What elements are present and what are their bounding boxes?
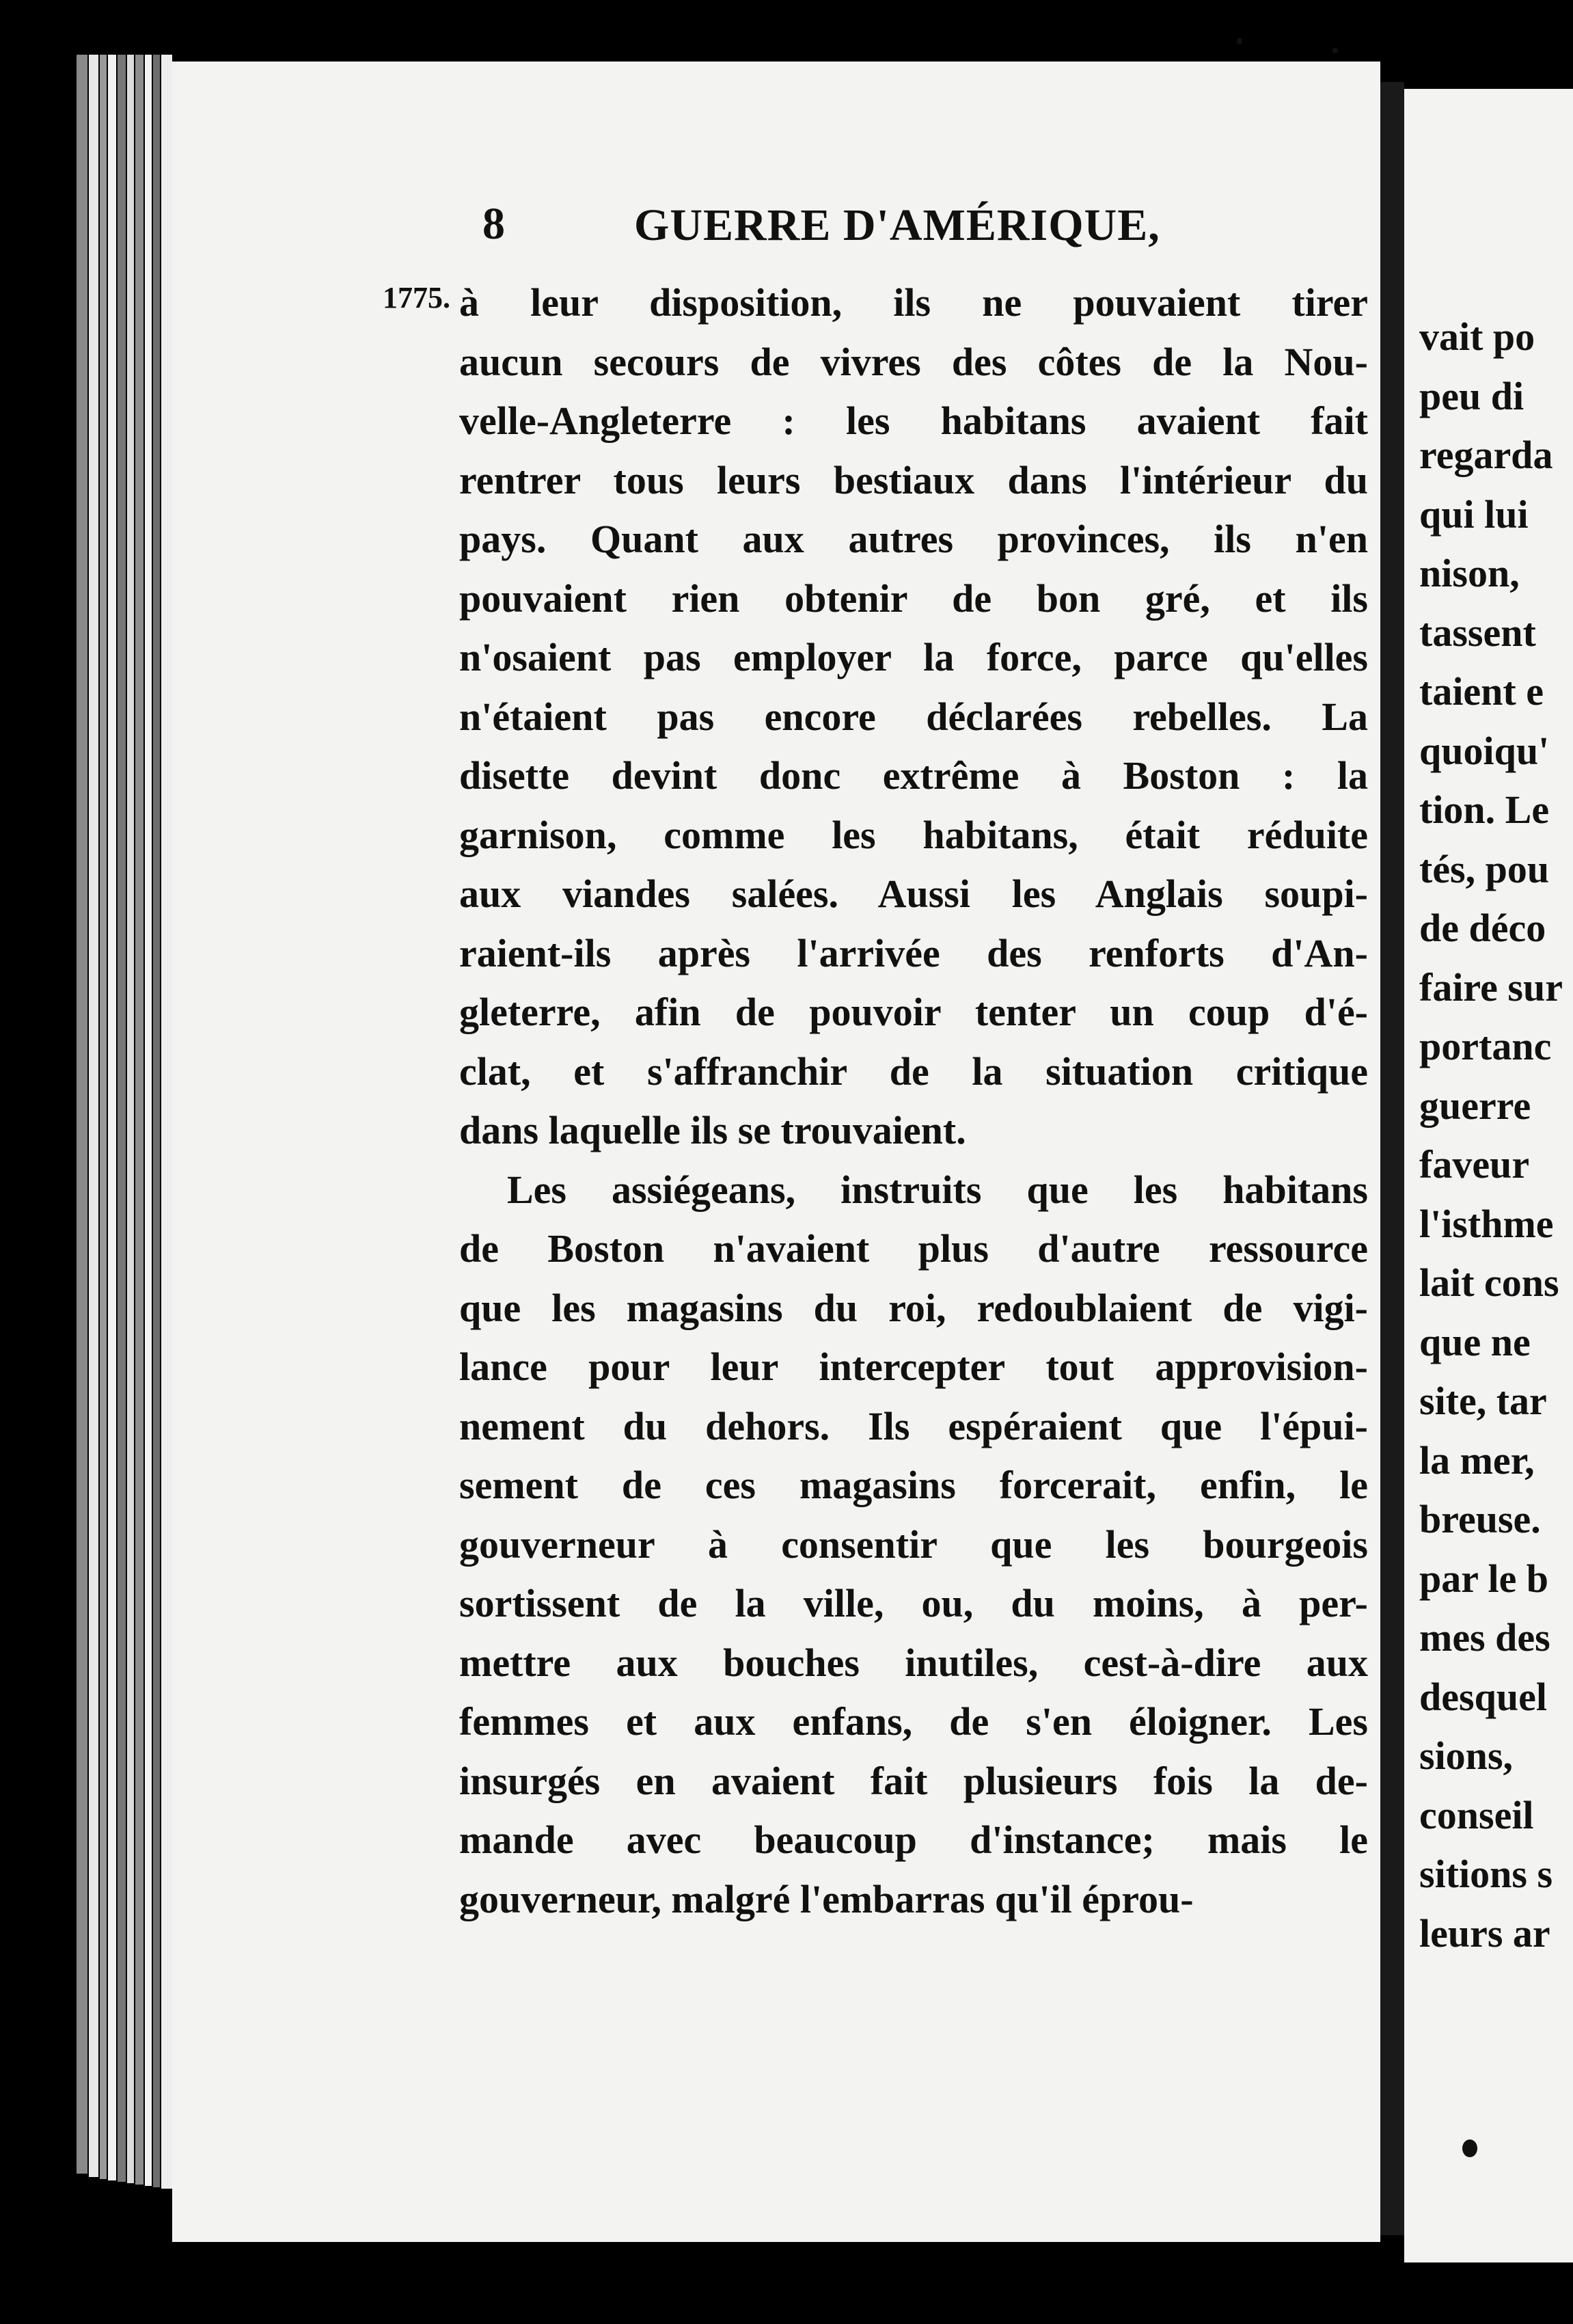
facing-text-line: que ne	[1419, 1319, 1531, 1364]
text-line: n'étaient pas encore déclarées rebelles. La	[459, 694, 1368, 739]
facing-page-text	[1419, 308, 1563, 1963]
facing-text-line: portanc	[1419, 1024, 1552, 1068]
text-line: mande avec beaucoup d'instance; mais le	[459, 1818, 1368, 1862]
page-edge	[161, 55, 172, 2189]
text-line: garnison, comme les habitans, était réduite	[459, 812, 1368, 857]
body-text	[459, 273, 1368, 1929]
margin-year: 1775.	[383, 281, 450, 314]
facing-text-line: regarda	[1419, 433, 1553, 477]
text-line: lance pour leur intercepter tout approvision-	[459, 1345, 1368, 1389]
facing-page	[1404, 89, 1573, 2262]
text-line: de Boston n'avaient plus d'autre ressource	[459, 1226, 1368, 1271]
text-line: gouverneur, malgré l'embarras qu'il éprou-	[459, 1876, 1194, 1921]
facing-text-line: sitions s	[1419, 1852, 1553, 1896]
ink-speck	[1332, 48, 1338, 53]
book-gutter	[1380, 82, 1404, 2235]
facing-text-line: tassent	[1419, 610, 1536, 655]
facing-text-line: faire sur	[1419, 964, 1563, 1010]
facing-text-line: de déco	[1419, 906, 1546, 950]
facing-text-line: la mer,	[1419, 1437, 1535, 1483]
facing-text-line: vait po	[1419, 314, 1535, 359]
text-line: à leur disposition, ils ne pouvaient tirer	[459, 280, 1368, 325]
ink-speck	[1237, 38, 1242, 44]
running-title: GUERRE D'AMÉRIQUE,	[634, 200, 1160, 250]
text-line: insurgés en avaient fait plusieurs fois la de-	[459, 1758, 1368, 1803]
text-line: raient-ils après l'arrivée des renforts d'An-	[459, 930, 1368, 975]
facing-text-line: tés, pou	[1419, 846, 1550, 891]
facing-text-line: faveur	[1419, 1142, 1530, 1187]
page-edge	[108, 55, 116, 2180]
text-line: pays. Quant aux autres provinces, ils n'en	[459, 517, 1368, 561]
facing-text-line: mes des	[1419, 1615, 1550, 1660]
text-line: Les assiégeans, instruits que les habitans	[507, 1167, 1368, 1212]
text-line: femmes et aux enfans, de s'en éloigner. Les	[459, 1699, 1368, 1744]
text-line: mettre aux bouches inutiles, cest-à-dire aux	[459, 1640, 1368, 1685]
text-line: n'osaient pas employer la force, parce qu'elles	[459, 635, 1368, 679]
facing-text-line: guerre	[1419, 1083, 1531, 1128]
facing-text-line: lait cons	[1419, 1260, 1559, 1305]
text-line: sortissent de la ville, ou, du moins, à per-	[459, 1581, 1368, 1625]
page-edge	[153, 55, 160, 2187]
facing-text-line: desquel	[1419, 1674, 1547, 1719]
text-line: aux viandes salées. Aussi les Anglais soupi-	[459, 871, 1368, 916]
text-line: que les magasins du roi, redoublaient de vigi-	[459, 1285, 1368, 1330]
ink-speck	[1462, 2139, 1477, 2157]
page-edge	[118, 55, 126, 2182]
text-line: gleterre, afin de pouvoir tenter un coup d'é-	[459, 990, 1368, 1034]
facing-text-line: tion. Le	[1419, 787, 1550, 832]
facing-text-line: conseil	[1419, 1792, 1534, 1837]
facing-text-line: breuse.	[1419, 1497, 1541, 1541]
text-line: dans laquelle ils se trouvaient.	[459, 1108, 966, 1152]
text-line: aucun secours de vivres des côtes de la Nou-	[459, 339, 1368, 384]
facing-text-line: leurs ar	[1419, 1910, 1550, 1956]
text-line: nement du dehors. Ils espéraient que l'épui-	[459, 1403, 1368, 1448]
facing-text-line: sions,	[1419, 1733, 1514, 1778]
text-line: clat, et s'affranchir de la situation critique	[459, 1049, 1368, 1094]
page-edge	[77, 55, 87, 2174]
text-line: sement de ces magasins forcerait, enfin, le	[459, 1463, 1368, 1507]
facing-text-line: taient e	[1419, 669, 1544, 714]
text-line: disette devint donc extrême à Boston : la	[459, 753, 1368, 798]
facing-text-line: nison,	[1419, 551, 1520, 595]
text-line: velle-Angleterre : les habitans avaient fait	[459, 398, 1368, 443]
page-edge	[127, 55, 134, 2183]
facing-text-line: par le b	[1419, 1556, 1549, 1601]
facing-text-line: site, tar	[1419, 1379, 1547, 1423]
facing-text-line: qui lui	[1419, 491, 1529, 537]
facing-text-line: quoiqu'	[1419, 728, 1550, 773]
text-line: rentrer tous leurs bestiaux dans l'intérieur du	[459, 457, 1368, 502]
text-line: pouvaient rien obtenir de bon gré, et ils	[459, 576, 1368, 621]
page-edge	[145, 55, 152, 2186]
facing-text-line: peu di	[1419, 373, 1524, 418]
facing-text-line: l'isthme	[1419, 1201, 1554, 1246]
page-number: 8	[482, 199, 505, 249]
page-edge	[100, 55, 107, 2179]
page-edge	[89, 55, 98, 2177]
page-edge	[135, 55, 143, 2185]
text-line: gouverneur à consentir que les bourgeois	[459, 1522, 1368, 1567]
